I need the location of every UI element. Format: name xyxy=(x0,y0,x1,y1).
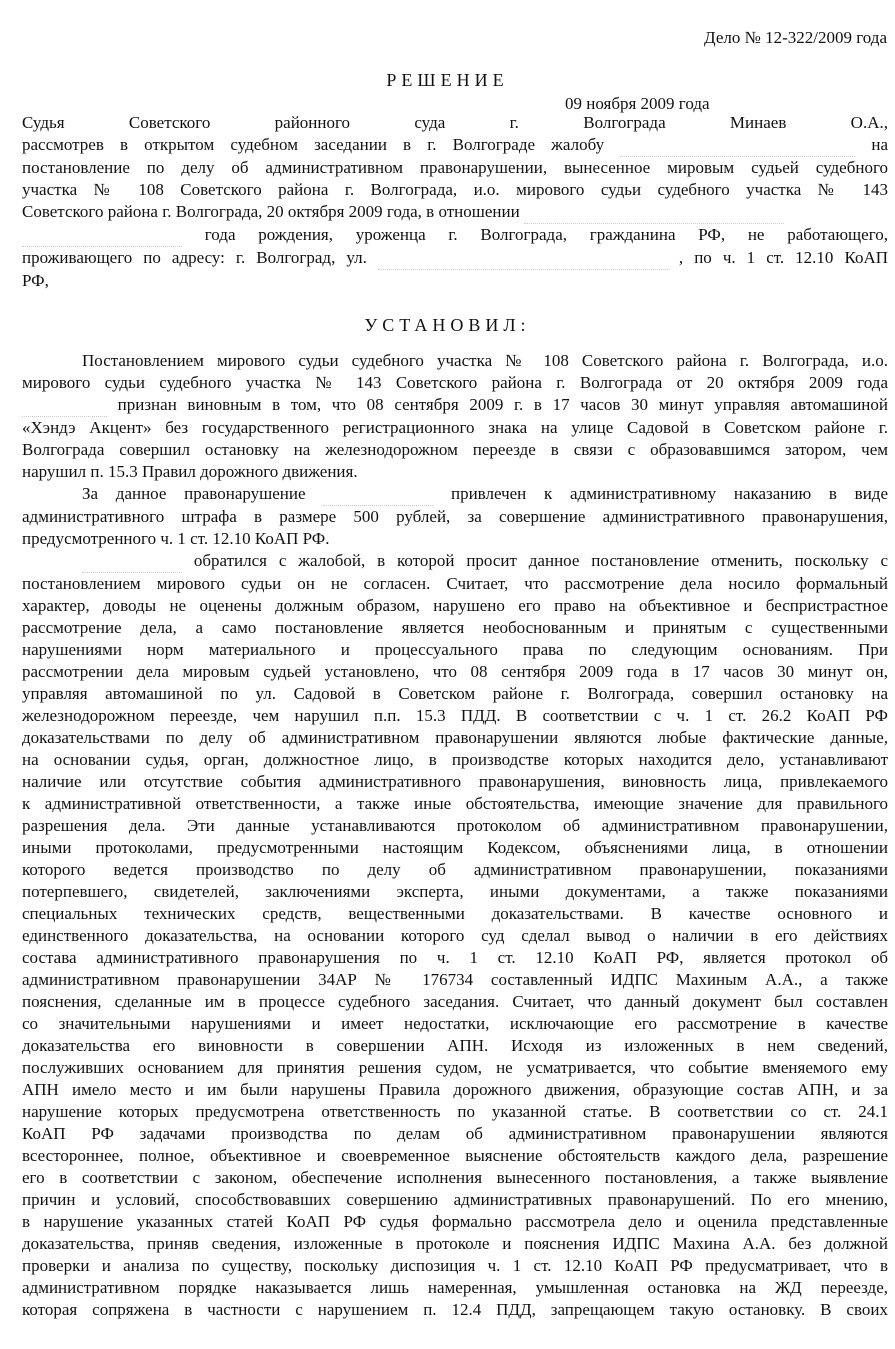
main-text xyxy=(22,350,888,1321)
intro-line xyxy=(22,201,888,224)
main-line: которая сопряжена в частности с нарушением п. 12.4 ПДД, запрещающем такую остановку. В своих xyxy=(22,1300,888,1319)
intro-line xyxy=(22,224,888,247)
main-line: наличие или отсутствие события административного правонарушения, виновность лица, привлекаемого xyxy=(22,772,888,791)
main-line: управляя автомашиной по ул. Садовой в Советском районе г. Волгограда, совершил остановку на xyxy=(22,684,888,703)
section-title: УСТАНОВИЛ: xyxy=(364,315,531,335)
main-line: рассмотрение дела, а само постановление является необоснованным и принятым с существенными xyxy=(22,618,888,637)
intro-line-text: , по ч. 1 ст. 12.10 КоАП xyxy=(678,248,888,267)
redacted-name xyxy=(323,483,433,506)
main-line-text: привлечен к административному наказанию в виде xyxy=(450,484,888,503)
main-line-text: За данное правонарушение xyxy=(82,484,306,503)
main-line: Волгограда совершил остановку на железнодорожном переезде в связи с образовавшимся затором, чем xyxy=(22,440,888,459)
main-line: нарушение которых предусмотрена ответственность по указанной статье. В соответствии со ст. 24.1 xyxy=(22,1102,888,1121)
intro-line: постановление по делу об административном правонарушении, вынесенное мировым судьей судебного xyxy=(22,158,888,177)
intro-line-text: рассмотрев в открытом судебном заседании в г. Волгограде жалобу xyxy=(22,135,605,154)
main-line: АПН имело место и им были нарушены Правила дорожного движения, образующие состав АПН, и за xyxy=(22,1080,888,1099)
main-line: потерпевшего, свидетелей, заключениями эксперта, иными документами, а также показаниями xyxy=(22,882,888,901)
main-line: разрешения дела. Эти данные устанавливаются протоколом об административном правонарушении, xyxy=(22,816,888,835)
redacted-name xyxy=(82,550,182,573)
redacted-birthdate xyxy=(22,224,182,247)
main-line: причин и условий, способствовавших совершению административных правонарушений. По его мнению, xyxy=(22,1190,888,1209)
main-line: административном правонарушении 34АР № 176734 составленный ИДПС Махиным А.А., а также xyxy=(22,970,888,989)
main-line: состава административного правонарушения по ч. 1 ст. 12.10 КоАП РФ, является протокол об xyxy=(22,948,888,967)
main-line xyxy=(22,394,888,417)
main-line: КоАП РФ задачами производства по делам об административном правонарушении являются xyxy=(22,1124,888,1143)
intro-line-text: на xyxy=(871,135,888,154)
main-line: со значительными нарушениями и имеет недостатки, исключающие его рассмотрение в качестве xyxy=(22,1014,888,1033)
intro-paragraph xyxy=(22,112,888,292)
main-line: всестороннее, полное, объективное и своевременное выяснение обстоятельств каждого дела, разрешение xyxy=(22,1146,888,1165)
main-line: послуживших основанием для принятия решения судом, не усматривается, что событие вменяемого ему xyxy=(22,1058,888,1077)
main-line: пояснения, сделанные им в процессе судебного заседания. Считает, что данный документ был составлен xyxy=(22,992,888,1011)
main-line: доказательствами по делу об административном правонарушении являются любые фактические данные, xyxy=(22,728,888,747)
main-line xyxy=(22,483,888,506)
main-line: предусмотренного ч. 1 ст. 12.10 КоАП РФ. xyxy=(22,529,330,548)
intro-line xyxy=(22,247,888,270)
main-line: административного штрафа в размере 500 рублей, за совершение административного правонарушения, xyxy=(22,507,888,526)
main-line: к административной ответственности, а также иные обстоятельства, имеющие значение для правильного xyxy=(22,794,888,813)
main-line: Постановлением мирового судьи судебного участка № 108 Советского района г. Волгограда, и.о. xyxy=(82,351,888,370)
main-line: «Хэндэ Акцент» без государственного регистрационного знака на улице Садовой в Советском районе г. xyxy=(22,418,888,437)
main-line-text: обратился с жалобой, в которой просит данное постановление отменить, поскольку с xyxy=(193,551,888,570)
main-line: характер, доводы не оценены должным образом, нарушено его право на объективное и беспристрастное xyxy=(22,596,888,615)
intro-line-text: проживающего по адресу: г. Волгоград, ул. xyxy=(22,248,367,267)
main-line: постановлением мирового судьи он не согласен. Считает, что рассмотрение дела носило формальный xyxy=(22,574,888,593)
main-line: иными протоколами, предусмотренными настоящим Кодексом, объяснениями лица, в отношении xyxy=(22,838,888,857)
main-line: специальных технических средств, вещественными доказательствами. В качестве основного и xyxy=(22,904,888,923)
main-line-text: признан виновным в том, что 08 сентября 2009 г. в 17 часов 30 минут управляя автомашиной xyxy=(117,395,888,414)
intro-line: РФ, xyxy=(22,271,49,290)
intro-line-text: года рождения, уроженца г. Волгограда, гражданина РФ, не работающего, xyxy=(204,225,888,244)
decision-date: 09 ноября 2009 года xyxy=(565,94,710,113)
main-line: доказательства его виновности в совершении АПН. Исходя из изложенных в нем сведений, xyxy=(22,1036,888,1055)
main-line: единственного доказательства, на основании которого суд сделал вывод о наличии в его действиях xyxy=(22,926,888,945)
redacted-name xyxy=(524,201,784,224)
main-line: рассмотрении дела мировым судьей установлено, что 08 сентября 2009 года в 17 часов 30 минут он, xyxy=(22,662,888,681)
main-line: нарушениями норм материального и процессуального права по следующим основаниям. При xyxy=(22,640,888,659)
redacted-name xyxy=(620,134,855,157)
main-line: в нарушение указанных статей КоАП РФ судья формально рассмотрела дело и оценила представленные xyxy=(22,1212,888,1231)
main-line: мирового судьи судебного участка № 143 Советского района г. Волгограда от 20 октября 2009 года xyxy=(22,373,888,392)
intro-line-text: Советского района г. Волгограда, 20 октября 2009 года, в отношении xyxy=(22,202,520,221)
case-number: Дело № 12-322/2009 года xyxy=(704,28,887,47)
intro-line: Судья Советского районного суда г. Волгограда Минаев О.А., xyxy=(22,113,888,132)
main-line: административном порядке наказывается лишь намеренная, умышленная остановка на ЖД переезде, xyxy=(22,1278,888,1297)
main-line: нарушил п. 15.3 Правил дорожного движения. xyxy=(22,462,358,481)
redacted-address xyxy=(378,247,668,270)
main-line: его в соответствии с законом, обеспечение исполнения вынесенного постановления, а также выявление xyxy=(22,1168,888,1187)
intro-line xyxy=(22,134,888,157)
intro-line: участка № 108 Советского района г. Волгограда, и.о. мирового судьи судебного участка № 143 xyxy=(22,180,888,199)
document-title: РЕШЕНИЕ xyxy=(386,70,509,90)
main-line: железнодорожном переезде, чем нарушил п.п. 15.3 ПДД. В соответствии с ч. 1 ст. 26.2 КоАП РФ xyxy=(22,706,888,725)
main-line xyxy=(22,550,888,573)
main-line: проверки и анализа по существу, поскольку диспозиция ч. 1 ст. 12.10 КоАП РФ предусматривает, что в xyxy=(22,1256,888,1275)
redacted-name xyxy=(22,394,107,417)
main-line: на основании судья, орган, должностное лицо, в производстве которых находится дело, устанавливают xyxy=(22,750,888,769)
main-line: доказательства, приняв сведения, изложенные в протоколе и пояснения ИДПС Махина А.А. без должной xyxy=(22,1234,888,1253)
main-line: которого ведется производство по делу об административном правонарушении, показаниями xyxy=(22,860,888,879)
